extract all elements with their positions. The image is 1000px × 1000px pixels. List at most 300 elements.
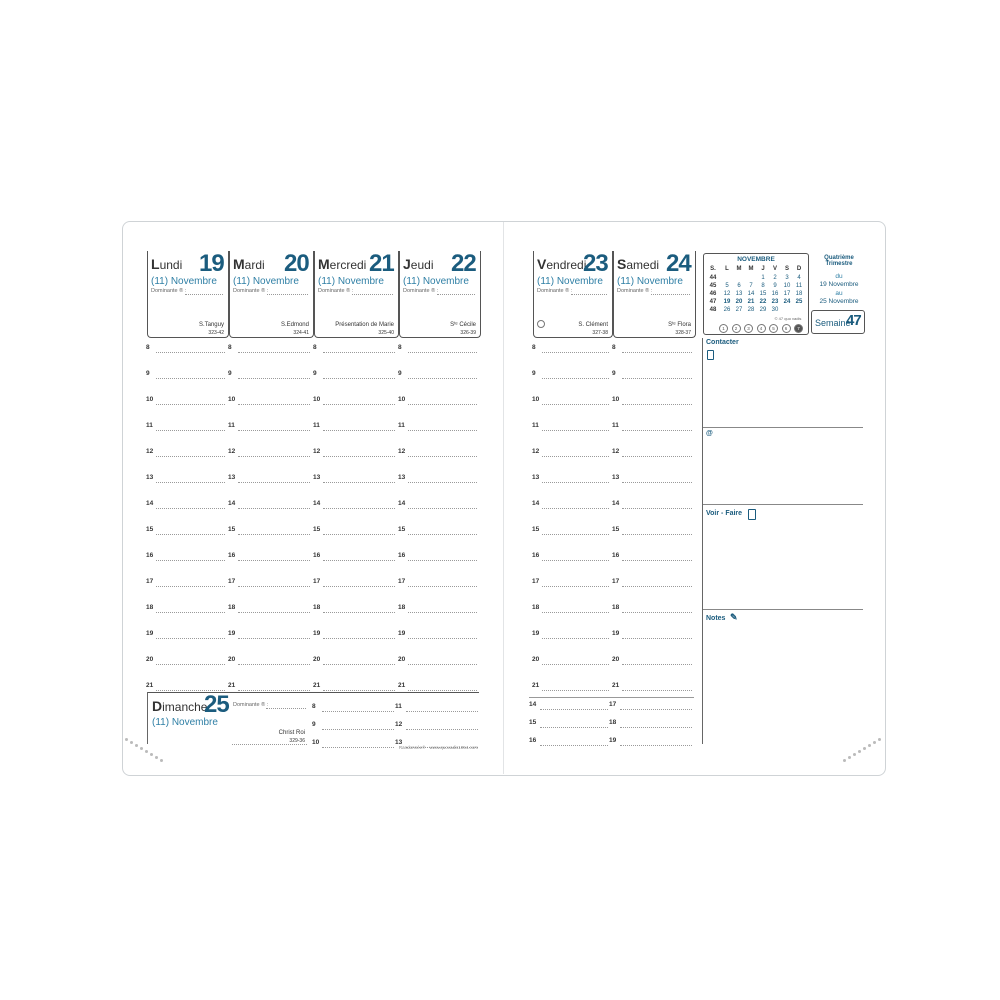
hour-line xyxy=(542,482,609,483)
sunday-hour: 13 xyxy=(395,739,403,746)
day-month: (11) Novembre xyxy=(318,276,384,287)
hour-label: 21 xyxy=(532,682,540,689)
calendar-day: 2 xyxy=(773,275,777,281)
sunday-hour-line xyxy=(406,729,478,730)
day-number: 24 xyxy=(666,250,691,277)
hour-label: 20 xyxy=(612,656,620,663)
calendar-week-number: 46 xyxy=(709,291,717,297)
saint-name: S. Clément xyxy=(578,322,608,328)
hour-line xyxy=(542,456,609,457)
sunday-dominante: Dominante ® : xyxy=(233,702,269,708)
decorative-dot xyxy=(140,747,143,750)
pencil-icon: ✎ xyxy=(730,612,738,622)
calendar-day: 19 xyxy=(723,299,731,305)
dominante-label: Dominante ® : xyxy=(537,288,573,294)
hour-label: 16 xyxy=(228,552,236,559)
day-name: Samedi xyxy=(617,256,660,272)
day-number: 20 xyxy=(284,250,309,277)
hour-line xyxy=(156,456,225,457)
hour-line xyxy=(323,612,395,613)
hour-line xyxy=(408,430,477,431)
calendar-day: 21 xyxy=(747,299,755,305)
hour-line xyxy=(542,404,609,405)
quarter-title: Quatrième Trimestre xyxy=(824,255,854,267)
hour-line xyxy=(323,638,395,639)
hour-label: 16 xyxy=(532,552,540,559)
hour-line xyxy=(156,612,225,613)
hour-label: 13 xyxy=(612,474,620,481)
day-name: Lundi xyxy=(151,256,183,272)
decorative-dot xyxy=(843,759,846,762)
hour-line xyxy=(622,534,692,535)
weekday-circle: 7 xyxy=(794,324,803,333)
hour-label: 8 xyxy=(228,344,232,351)
hour-line xyxy=(238,534,310,535)
extra-hour-line xyxy=(540,745,608,746)
calendar-weekday-header: D xyxy=(796,266,802,272)
hour-line xyxy=(408,378,477,379)
hour-line xyxy=(238,690,310,691)
moon-circle xyxy=(537,320,545,328)
calendar-day: 1 xyxy=(761,275,765,281)
sunday-hour-line xyxy=(322,729,394,730)
hour-line xyxy=(323,664,395,665)
hour-label: 18 xyxy=(313,604,321,611)
hour-line xyxy=(156,378,225,379)
calendar-day: 25 xyxy=(795,299,803,305)
footer-credit: Randonnée® - www.quovadis1954.com xyxy=(398,745,478,750)
calendar-day: 18 xyxy=(795,291,803,297)
calendar-day: 20 xyxy=(735,299,743,305)
hour-label: 15 xyxy=(398,526,406,533)
calendar-day: 28 xyxy=(747,307,755,313)
calendar-day: 17 xyxy=(783,291,791,297)
extra-hour-line xyxy=(620,745,692,746)
hour-line xyxy=(408,456,477,457)
hour-line xyxy=(542,612,609,613)
hour-line xyxy=(542,638,609,639)
hour-line xyxy=(156,638,225,639)
dominante-line xyxy=(267,294,308,295)
calendar-title: NOVEMBRE xyxy=(737,256,775,263)
sunday-code: 329-36 xyxy=(289,738,305,744)
hour-line xyxy=(238,560,310,561)
hour-label: 21 xyxy=(228,682,236,689)
day-code: 325-40 xyxy=(378,330,394,336)
hour-label: 13 xyxy=(146,474,154,481)
hour-line xyxy=(542,690,609,691)
hour-line xyxy=(542,586,609,587)
hour-label: 14 xyxy=(228,500,236,507)
hour-label: 15 xyxy=(313,526,321,533)
hour-line xyxy=(542,508,609,509)
day-month: (11) Novembre xyxy=(537,276,603,287)
saint-name: S.Tanguy xyxy=(198,322,224,328)
decorative-dot xyxy=(125,738,128,741)
decorative-dot xyxy=(868,744,871,747)
sunday-hour-line xyxy=(406,711,478,712)
day-number: 19 xyxy=(199,250,224,277)
hour-line xyxy=(542,560,609,561)
contacter-label: Contacter xyxy=(706,339,739,346)
hour-line xyxy=(622,482,692,483)
hour-label: 21 xyxy=(612,682,620,689)
decorative-dot xyxy=(150,753,153,756)
hour-label: 13 xyxy=(398,474,406,481)
hour-line xyxy=(622,638,692,639)
hour-line xyxy=(408,664,477,665)
day-month: (11) Novembre xyxy=(233,276,299,287)
calendar-week-number: 44 xyxy=(709,275,717,281)
hour-line xyxy=(622,352,692,353)
hour-label: 18 xyxy=(146,604,154,611)
hour-label: 16 xyxy=(398,552,406,559)
hour-label: 16 xyxy=(146,552,154,559)
hour-label: 12 xyxy=(398,448,406,455)
sunday-month: (11) Novembre xyxy=(152,717,218,728)
hour-label: 15 xyxy=(228,526,236,533)
hour-label: 20 xyxy=(146,656,154,663)
weekend-bottom-rule xyxy=(529,697,694,698)
week-label: Semaine xyxy=(815,318,851,328)
hour-label: 12 xyxy=(612,448,620,455)
calendar-weekday-header: M xyxy=(736,266,742,272)
hour-label: 17 xyxy=(532,578,540,585)
sunday-hour: 10 xyxy=(312,739,320,746)
hour-label: 20 xyxy=(228,656,236,663)
extra-hour-line xyxy=(540,709,608,710)
calendar-day: 22 xyxy=(759,299,767,305)
hour-line xyxy=(408,560,477,561)
extra-hour: 15 xyxy=(529,719,537,726)
week-number: 47 xyxy=(846,312,861,329)
calendar-day: 13 xyxy=(735,291,743,297)
hour-line xyxy=(238,430,310,431)
hour-label: 20 xyxy=(313,656,321,663)
day-number: 21 xyxy=(369,250,394,277)
day-number: 23 xyxy=(583,250,608,277)
hour-label: 19 xyxy=(228,630,236,637)
calendar-day: 26 xyxy=(723,307,731,313)
hour-line xyxy=(323,378,395,379)
hour-line xyxy=(238,586,310,587)
calendar-day: 9 xyxy=(773,283,777,289)
hour-line xyxy=(622,690,692,691)
hour-line xyxy=(238,456,310,457)
hour-line xyxy=(408,482,477,483)
hour-label: 19 xyxy=(612,630,620,637)
hour-line xyxy=(323,508,395,509)
hour-line xyxy=(323,586,395,587)
weekday-circle: 6 xyxy=(782,324,791,333)
voir-rule xyxy=(703,609,863,610)
hour-line xyxy=(156,508,225,509)
decorative-dot xyxy=(155,756,158,759)
day-code: 327-38 xyxy=(592,330,608,336)
hour-line xyxy=(323,430,395,431)
hour-line xyxy=(408,612,477,613)
hour-line xyxy=(156,352,225,353)
weekday-circle: 3 xyxy=(744,324,753,333)
sunday-hour: 9 xyxy=(312,721,316,728)
hour-line xyxy=(238,404,310,405)
mini-calendar xyxy=(703,253,809,335)
hour-label: 13 xyxy=(228,474,236,481)
hour-line xyxy=(238,482,310,483)
sunday-hour: 8 xyxy=(312,703,316,710)
hour-label: 8 xyxy=(146,344,150,351)
calendar-weekday-header: M xyxy=(748,266,754,272)
day-name: Mercredi xyxy=(318,256,367,272)
hour-label: 19 xyxy=(146,630,154,637)
hour-line xyxy=(408,586,477,587)
hour-label: 11 xyxy=(398,422,405,429)
hour-line xyxy=(622,404,692,405)
saint-name: Sᵗᵉ Cécile xyxy=(450,322,476,328)
calendar-day: 27 xyxy=(735,307,743,313)
hour-label: 9 xyxy=(146,370,150,377)
decorative-dot xyxy=(853,753,856,756)
hour-line xyxy=(542,378,609,379)
hour-label: 9 xyxy=(612,370,616,377)
decorative-dot xyxy=(145,750,148,753)
hour-line xyxy=(156,430,225,431)
hour-line xyxy=(408,352,477,353)
hour-label: 21 xyxy=(398,682,406,689)
day-name: Vendredi xyxy=(537,256,587,272)
sunday-number: 25 xyxy=(204,691,229,718)
sunday-hour-line xyxy=(322,711,394,712)
extra-hour: 16 xyxy=(529,737,537,744)
hour-label: 9 xyxy=(228,370,232,377)
voir-faire-label: Voir - Faire xyxy=(706,510,743,517)
hour-label: 20 xyxy=(398,656,406,663)
sunday-saint: Christ Roi xyxy=(278,730,305,736)
calendar-day: 11 xyxy=(795,283,803,289)
sunday-hour: 12 xyxy=(395,721,403,728)
hour-label: 17 xyxy=(146,578,154,585)
sunday-saint-line xyxy=(232,744,307,745)
calendar-day: 8 xyxy=(761,283,765,289)
day-month: (11) Novembre xyxy=(403,276,469,287)
hour-line xyxy=(156,404,225,405)
hour-label: 12 xyxy=(228,448,236,455)
decorative-dot xyxy=(848,756,851,759)
extra-hour: 14 xyxy=(529,701,537,708)
hour-line xyxy=(622,378,692,379)
dominante-label: Dominante ® : xyxy=(318,288,354,294)
hour-label: 10 xyxy=(146,396,154,403)
hour-label: 10 xyxy=(612,396,620,403)
hour-label: 9 xyxy=(313,370,317,377)
day-code: 324-41 xyxy=(293,330,309,336)
sunday-name: Dimanche xyxy=(152,698,208,714)
hour-label: 18 xyxy=(532,604,540,611)
hour-label: 13 xyxy=(532,474,540,481)
hour-line xyxy=(323,534,395,535)
hour-label: 10 xyxy=(228,396,236,403)
weekday-circle: 4 xyxy=(757,324,766,333)
hour-label: 14 xyxy=(313,500,321,507)
hour-line xyxy=(542,534,609,535)
decorative-dot xyxy=(858,750,861,753)
hour-line xyxy=(408,690,477,691)
hour-label: 19 xyxy=(398,630,406,637)
hour-label: 9 xyxy=(398,370,402,377)
at-rule xyxy=(703,504,863,505)
hour-label: 14 xyxy=(146,500,154,507)
sunday-top-rule xyxy=(147,692,479,693)
phone-icon xyxy=(707,350,714,360)
hour-line xyxy=(238,612,310,613)
calendar-day: 6 xyxy=(737,283,741,289)
hour-label: 10 xyxy=(532,396,540,403)
day-month: (11) Novembre xyxy=(617,276,683,287)
hour-line xyxy=(238,352,310,353)
extra-hour: 18 xyxy=(609,719,617,726)
hour-label: 14 xyxy=(398,500,406,507)
dominante-line xyxy=(651,294,690,295)
hour-line xyxy=(408,534,477,535)
quarter-du: du xyxy=(835,273,843,280)
dominante-label: Dominante ® : xyxy=(617,288,653,294)
hour-line xyxy=(323,404,395,405)
sunday-hour: 11 xyxy=(395,703,402,710)
calendar-day: 10 xyxy=(783,283,791,289)
sunday-dominante-line xyxy=(266,708,306,709)
calendar-day: 16 xyxy=(771,291,779,297)
hour-line xyxy=(238,508,310,509)
hour-line xyxy=(622,508,692,509)
hour-line xyxy=(156,664,225,665)
calendar-day: 15 xyxy=(759,291,767,297)
dominante-label: Dominante ® : xyxy=(151,288,187,294)
calendar-day: 4 xyxy=(797,275,801,281)
hour-line xyxy=(156,586,225,587)
hour-label: 12 xyxy=(532,448,540,455)
hour-label: 10 xyxy=(398,396,406,403)
calendar-weekday-header: S xyxy=(784,266,789,272)
weekday-circle: 2 xyxy=(732,324,741,333)
hour-line xyxy=(622,560,692,561)
hour-label: 17 xyxy=(612,578,620,585)
dominante-label: Dominante ® : xyxy=(233,288,269,294)
calendar-weekday-header: L xyxy=(725,266,729,272)
hour-line xyxy=(622,612,692,613)
hour-line xyxy=(622,664,692,665)
calendar-day: 30 xyxy=(771,307,779,313)
hour-line xyxy=(408,508,477,509)
hour-line xyxy=(542,352,609,353)
hour-line xyxy=(323,352,395,353)
hour-label: 11 xyxy=(146,422,153,429)
decorative-dot xyxy=(130,741,133,744)
hour-label: 8 xyxy=(398,344,402,351)
extra-hour: 19 xyxy=(609,737,617,744)
dominante-line xyxy=(352,294,393,295)
decorative-dot xyxy=(873,741,876,744)
day-month: (11) Novembre xyxy=(151,276,217,287)
decorative-dot xyxy=(135,744,138,747)
extra-hour: 17 xyxy=(609,701,617,708)
hour-label: 11 xyxy=(612,422,619,429)
hour-line xyxy=(156,560,225,561)
day-number: 22 xyxy=(451,250,476,277)
hour-label: 11 xyxy=(228,422,235,429)
hour-label: 16 xyxy=(612,552,620,559)
hour-label: 21 xyxy=(313,682,321,689)
hour-label: 14 xyxy=(612,500,620,507)
calendar-day: 24 xyxy=(783,299,791,305)
hour-label: 15 xyxy=(612,526,620,533)
hour-label: 21 xyxy=(146,682,154,689)
calendar-day: 3 xyxy=(785,275,789,281)
hour-line xyxy=(238,378,310,379)
hour-label: 16 xyxy=(313,552,321,559)
at-label: @ xyxy=(706,430,713,437)
decorative-dot xyxy=(863,747,866,750)
day-code: 326-39 xyxy=(460,330,476,336)
hour-label: 17 xyxy=(313,578,321,585)
saint-name: Sᵗᵉ Flora xyxy=(668,322,691,328)
hour-label: 18 xyxy=(398,604,406,611)
hour-line xyxy=(238,664,310,665)
hour-line xyxy=(323,560,395,561)
day-code: 328-37 xyxy=(675,330,691,336)
hour-line xyxy=(622,430,692,431)
saint-name: S.Edmond xyxy=(280,322,309,328)
clipboard-icon xyxy=(748,509,756,520)
hour-line xyxy=(622,586,692,587)
quarter-to: 25 Novembre xyxy=(819,298,859,305)
hour-label: 8 xyxy=(532,344,536,351)
calendar-weekday-header: J xyxy=(761,266,765,272)
calendar-week-number: 48 xyxy=(709,307,717,313)
dominante-line xyxy=(437,294,475,295)
hour-label: 15 xyxy=(146,526,154,533)
hour-line xyxy=(323,456,395,457)
hour-label: 18 xyxy=(612,604,620,611)
calendar-day: 12 xyxy=(723,291,731,297)
hour-label: 18 xyxy=(228,604,236,611)
hour-line xyxy=(408,404,477,405)
hour-label: 19 xyxy=(532,630,540,637)
weekday-circle: 5 xyxy=(769,324,778,333)
hour-line xyxy=(408,638,477,639)
dominante-line xyxy=(185,294,223,295)
hour-label: 12 xyxy=(313,448,321,455)
spine-divider xyxy=(503,222,504,774)
hour-label: 8 xyxy=(313,344,317,351)
hour-label: 9 xyxy=(532,370,536,377)
calendar-week-number: 47 xyxy=(709,299,717,305)
notes-label: Notes xyxy=(706,615,726,622)
decorative-dot xyxy=(160,759,163,762)
saint-name: Présentation de Marie xyxy=(335,322,394,328)
extra-hour-line xyxy=(620,727,692,728)
calendar-day: 5 xyxy=(725,283,729,289)
hour-label: 17 xyxy=(228,578,236,585)
hour-line xyxy=(238,638,310,639)
quarter-from: 19 Novembre xyxy=(819,281,859,288)
extra-hour-line xyxy=(540,727,608,728)
day-name: Mardi xyxy=(233,256,265,272)
hour-label: 17 xyxy=(398,578,406,585)
day-code: 323-42 xyxy=(208,330,224,336)
hour-line xyxy=(542,664,609,665)
sunday-left-line xyxy=(147,692,148,744)
calendar-day: 7 xyxy=(749,283,753,289)
